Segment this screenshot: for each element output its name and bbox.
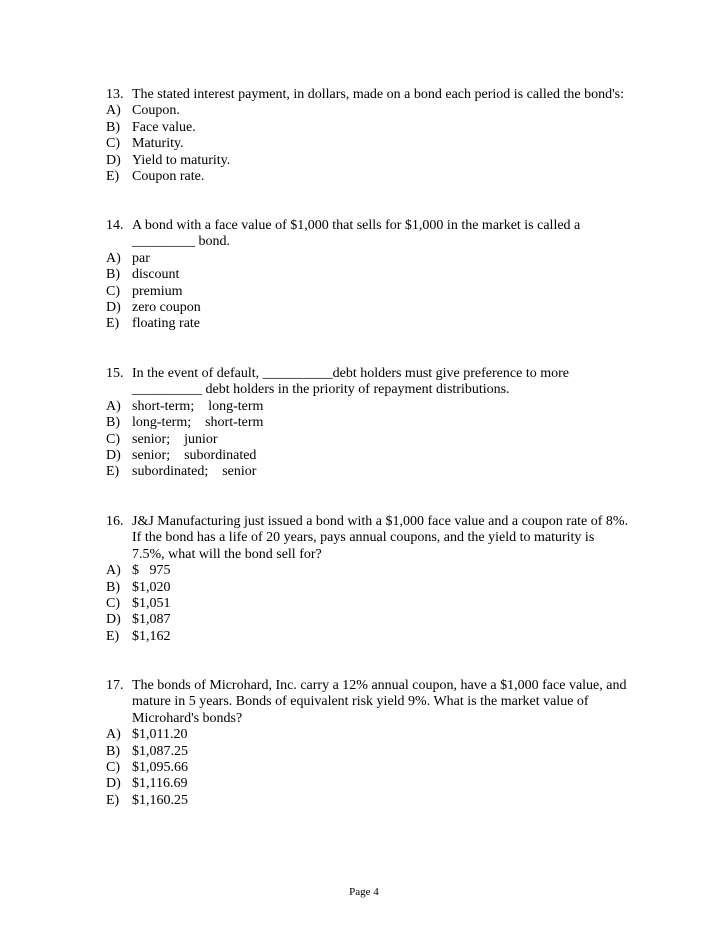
- option-text: discount: [132, 267, 180, 283]
- option-letter: D): [106, 776, 121, 792]
- question-text: The bonds of Microhard, Inc. carry a 12% annual coupon, have a $1,000 face value, and: [132, 678, 627, 693]
- question-stem-line: [106, 530, 666, 546]
- question-text: The stated interest payment, in dollars, made on a bond each period is called the bond's:: [132, 87, 624, 102]
- page-number-footer: Page 4: [349, 886, 379, 898]
- option-text: Coupon rate.: [132, 168, 205, 184]
- option-letter: C): [106, 431, 120, 447]
- option-text: $1,095.66: [132, 759, 188, 775]
- answer-option-a: [106, 563, 666, 579]
- question-text: 7.5%, what will the bond sell for?: [132, 546, 322, 562]
- question-stem-line: [106, 694, 666, 710]
- answer-option-a: [106, 727, 666, 743]
- answer-option-d: [106, 448, 666, 464]
- answer-option-b: [106, 267, 666, 283]
- question-stem-line: [106, 711, 666, 727]
- option-letter: B): [106, 579, 120, 595]
- option-letter: C): [106, 759, 120, 775]
- option-text: $1,051: [132, 595, 171, 611]
- question-text: J&J Manufacturing just issued a bond with a $1,000 face value and a coupon rate of 8%.: [132, 514, 629, 529]
- option-letter: B): [106, 267, 120, 283]
- option-text: par: [132, 250, 150, 266]
- option-letter: D): [106, 152, 121, 168]
- option-text: $1,160.25: [132, 792, 188, 808]
- question-text: A bond with a face value of $1,000 that sells for $1,000 in the market is called a: [132, 218, 581, 233]
- question-text: mature in 5 years. Bonds of equivalent risk yield 9%. What is the market value of: [132, 694, 589, 710]
- option-letter: E): [106, 792, 120, 808]
- option-letter: E): [106, 168, 120, 184]
- answer-option-c: [106, 136, 666, 152]
- answer-option-b: [106, 580, 666, 596]
- answer-option-e: [106, 464, 666, 480]
- question-13: [106, 87, 666, 185]
- option-letter: C): [106, 595, 120, 611]
- question-text: In the event of default, __________debt holders must give preference to more: [132, 366, 569, 381]
- question-16: [106, 514, 666, 645]
- answer-option-e: [106, 316, 666, 332]
- question-text: Microhard's bonds?: [132, 710, 243, 726]
- option-text: $1,087.25: [132, 743, 188, 759]
- option-text: short-term; long-term: [132, 398, 264, 414]
- option-letter: C): [106, 136, 120, 152]
- option-text: senior; subordinated: [132, 447, 257, 463]
- question-stem-line: [106, 234, 666, 250]
- answer-option-c: [106, 760, 666, 776]
- option-letter: A): [106, 727, 121, 743]
- option-text: $1,011.20: [132, 727, 188, 743]
- option-text: Coupon.: [132, 103, 180, 119]
- answer-option-d: [106, 776, 666, 792]
- question-17: [106, 678, 666, 809]
- option-text: senior; junior: [132, 431, 218, 447]
- option-letter: D): [106, 612, 121, 628]
- question-stem-line: [106, 382, 666, 398]
- question-stem-line: [106, 547, 666, 563]
- question-text: __________ debt holders in the priority of repayment distributions.: [132, 382, 510, 398]
- question-number: 15.: [106, 366, 124, 381]
- question-number: 17.: [106, 678, 124, 693]
- option-letter: D): [106, 299, 121, 315]
- option-letter: B): [106, 743, 120, 759]
- option-letter: E): [106, 628, 120, 644]
- option-text: premium: [132, 283, 183, 299]
- question-stem-line: [106, 366, 666, 382]
- question-stem-line: [106, 514, 666, 530]
- answer-option-d: [106, 300, 666, 316]
- option-letter: A): [106, 563, 121, 579]
- option-text: $1,087: [132, 612, 171, 628]
- option-letter: D): [106, 447, 121, 463]
- question-text: _________ bond.: [132, 234, 230, 250]
- option-text: $1,162: [132, 628, 171, 644]
- question-stem-line: [106, 678, 666, 694]
- option-text: $ 975: [132, 563, 171, 579]
- option-text: subordinated; senior: [132, 464, 257, 480]
- option-text: zero coupon: [132, 299, 201, 315]
- answer-option-e: [106, 169, 666, 185]
- option-text: Maturity.: [132, 136, 184, 152]
- option-text: long-term; short-term: [132, 415, 264, 431]
- answer-option-b: [106, 744, 666, 760]
- answer-option-c: [106, 284, 666, 300]
- option-text: floating rate: [132, 316, 201, 332]
- question-text: If the bond has a life of 20 years, pays annual coupons, and the yield to maturity is: [132, 530, 595, 546]
- answer-option-b: [106, 120, 666, 136]
- option-letter: C): [106, 283, 120, 299]
- answer-option-a: [106, 399, 666, 415]
- answer-option-a: [106, 103, 666, 119]
- option-letter: A): [106, 250, 121, 266]
- question-15: [106, 366, 666, 481]
- option-text: $1,020: [132, 579, 171, 595]
- question-stem-line: [106, 218, 666, 234]
- question-number: 16.: [106, 514, 124, 529]
- answer-option-c: [106, 432, 666, 448]
- option-letter: B): [106, 415, 120, 431]
- answer-option-d: [106, 153, 666, 169]
- answer-option-e: [106, 629, 666, 645]
- question-14: [106, 218, 666, 333]
- option-text: Yield to maturity.: [132, 152, 231, 168]
- option-letter: B): [106, 119, 120, 135]
- option-letter: E): [106, 316, 120, 332]
- answer-option-a: [106, 251, 666, 267]
- option-text: $1,116.69: [132, 776, 188, 792]
- question-stem-line: [106, 87, 666, 103]
- option-text: Face value.: [132, 119, 196, 135]
- question-number: 13.: [106, 87, 124, 102]
- option-letter: A): [106, 103, 121, 119]
- question-number: 14.: [106, 218, 124, 233]
- answer-option-b: [106, 415, 666, 431]
- option-letter: A): [106, 398, 121, 414]
- answer-option-e: [106, 793, 666, 809]
- option-letter: E): [106, 464, 120, 480]
- answer-option-c: [106, 596, 666, 612]
- answer-option-d: [106, 612, 666, 628]
